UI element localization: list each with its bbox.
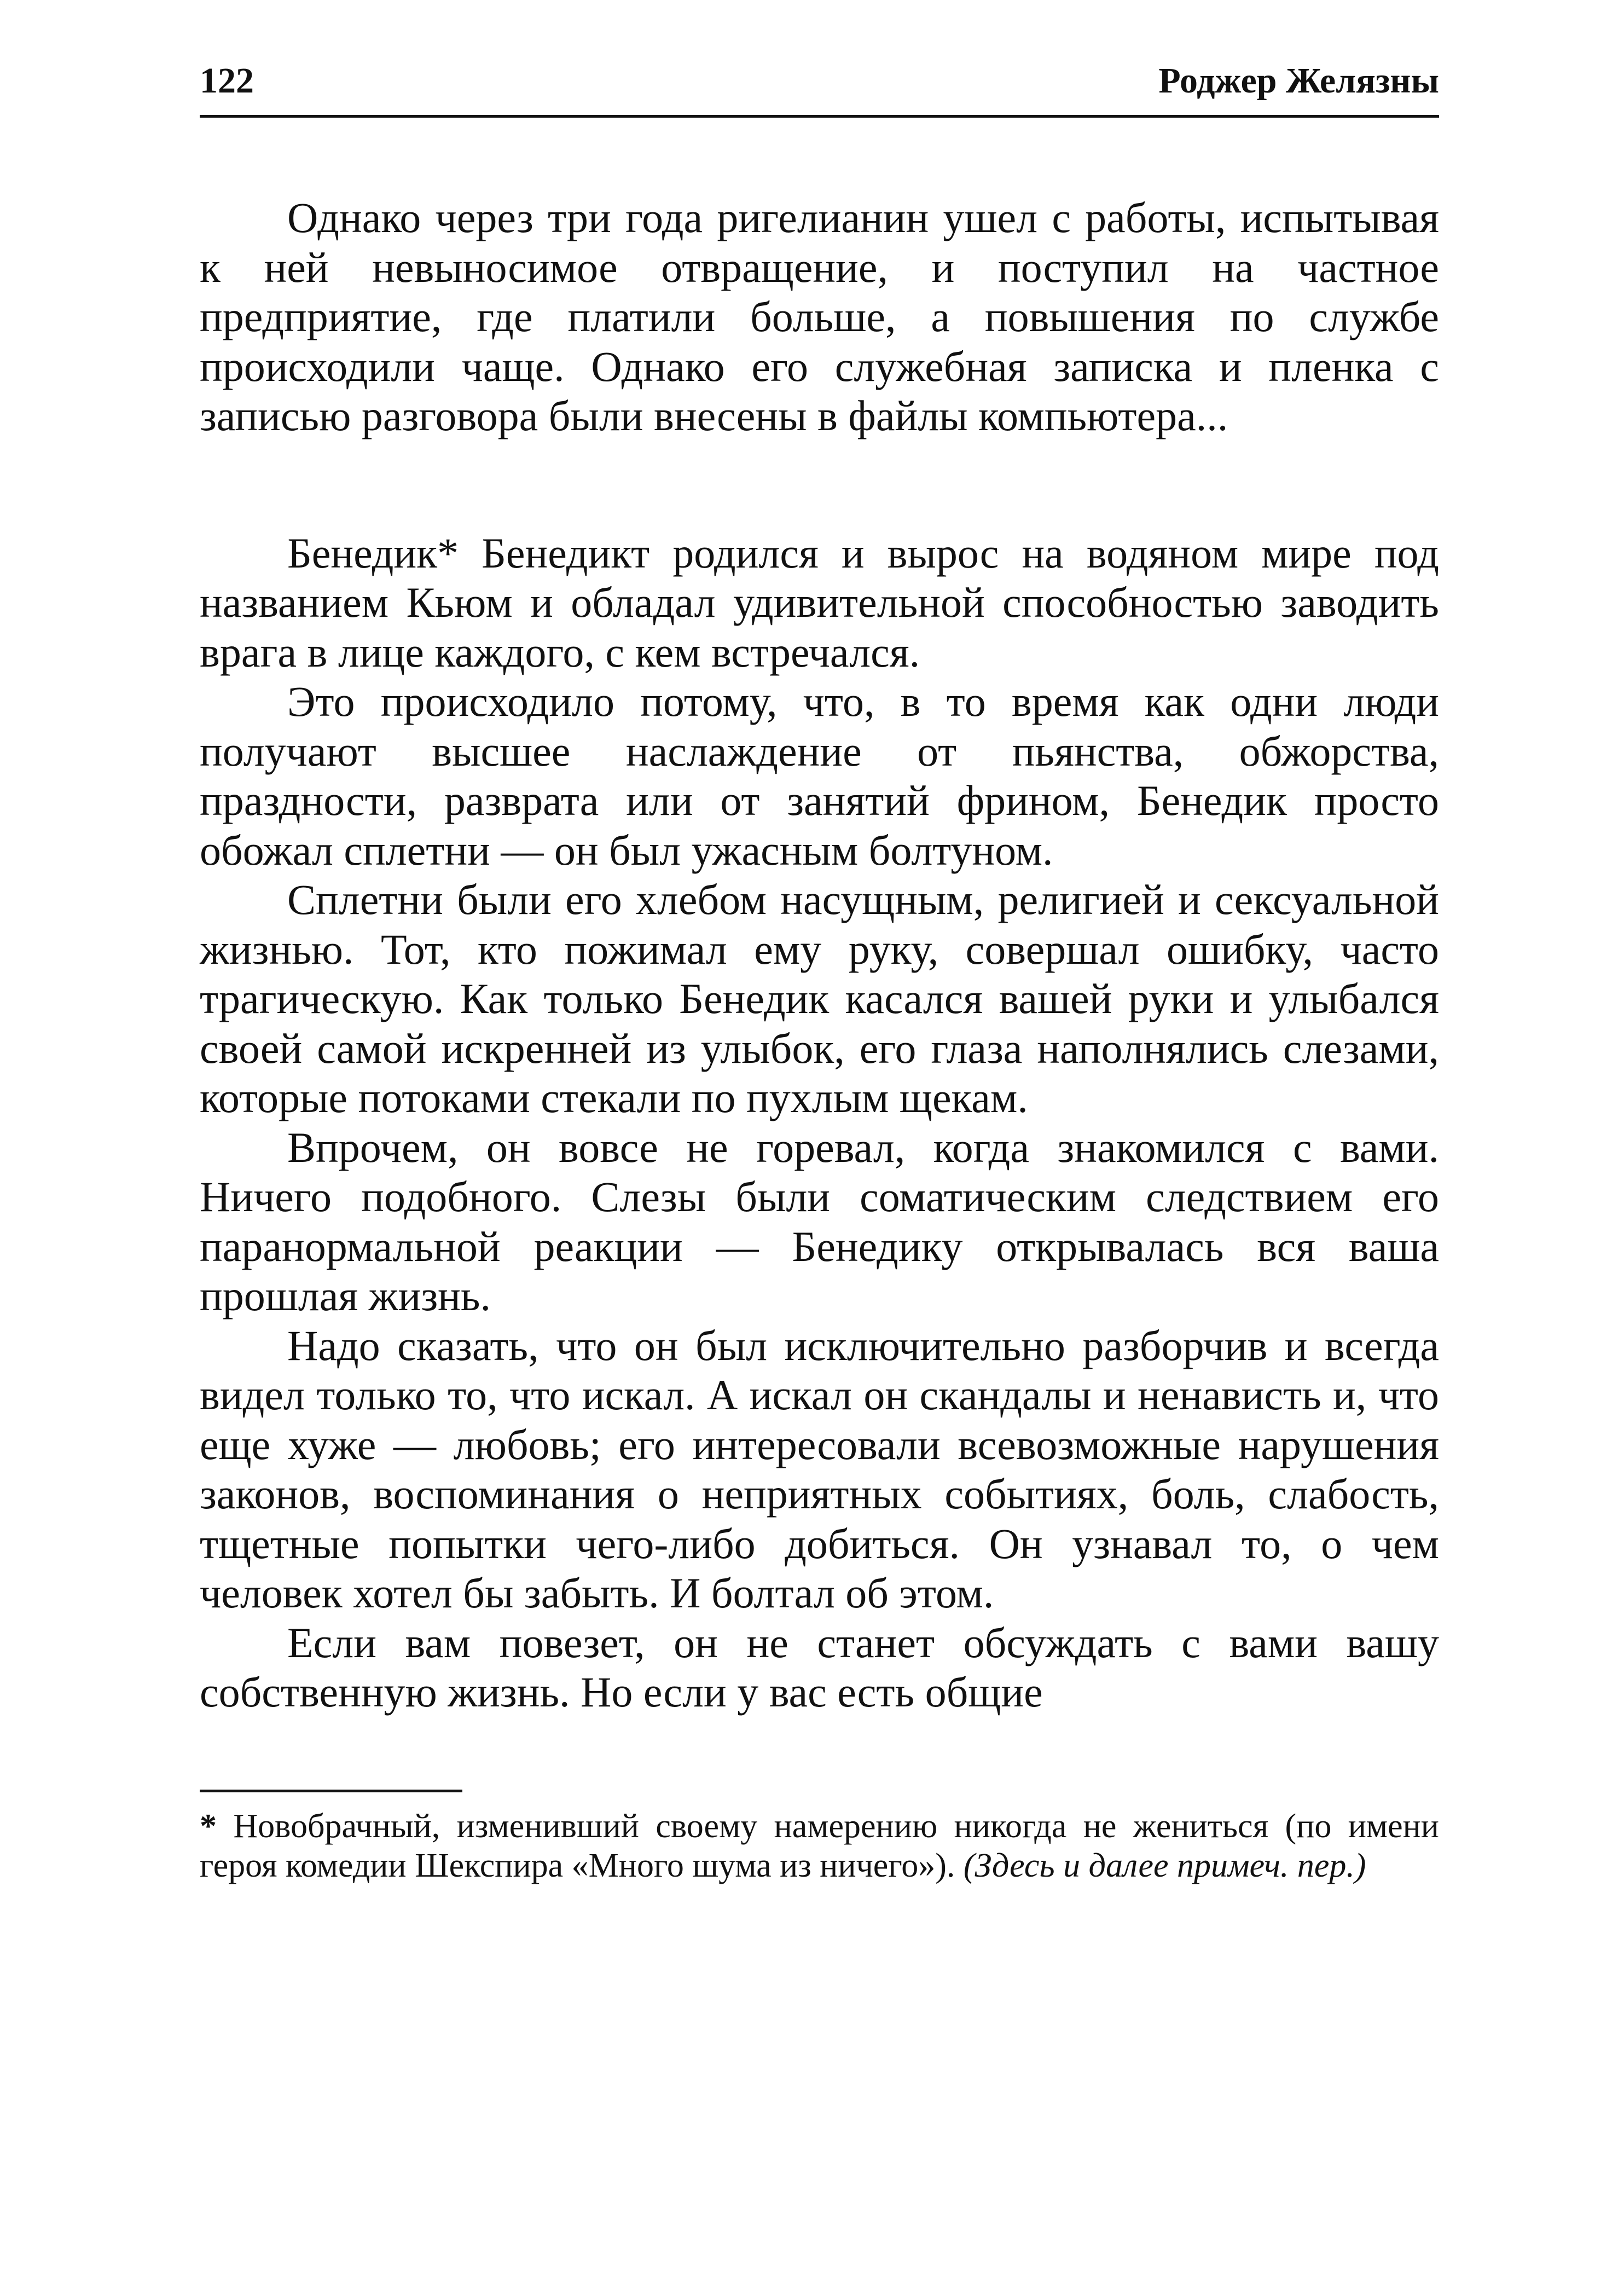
paragraph-4: Сплетни были его хлебом насущным, религией и сексуальной жизнью. Тот, кто пожимал ему руку, совершал ошибку, часто трагическую. Как только Бенедик касался вашей руки и улыбался своей самой искренней из улыбок, его глаза наполнялись слезами, которые потоками стекали по пухлым щекам. xyxy=(200,876,1439,1121)
paragraph-6: Надо сказать, что он был исключительно разборчив и всегда видел только то, что искал. А искал он скандалы и ненависть и, что еще хуже — любовь; его интересовали всевозможные нарушения законов, воспоминания о неприятных событиях, боль, слабость, тщетные попытки чего-либо добиться. Он узнавал то, о чем человек хотел бы забыть. И болтал об этом. xyxy=(200,1321,1439,1617)
footnote-marker: * xyxy=(200,1807,217,1845)
paragraph-5: Впрочем, он вовсе не горевал, когда знакомился с вами. Ничего подобного. Слезы были соматическим следствием его паранормальной реакции — Бенедику открывалась вся ваша прошлая жизнь. xyxy=(200,1123,1439,1319)
paragraph-7: Если вам повезет, он не станет обсуждать с вами вашу собственную жизнь. Но если у вас есть общие xyxy=(200,1618,1439,1716)
book-page xyxy=(200,55,1439,2233)
section-break xyxy=(200,441,1439,529)
running-head xyxy=(200,55,1439,118)
paragraph-2: Бенедик* Бенедикт родился и вырос на водяном мире под названием Кьюм и обладал удивительной способностью заводить врага в лице каждого, с кем встречался. xyxy=(200,529,1439,676)
body-text xyxy=(200,193,1439,1717)
footnote-translator-note: (Здесь и далее примеч. пер.) xyxy=(963,1847,1366,1884)
footnote-rule xyxy=(200,1790,462,1792)
page-number: 122 xyxy=(200,61,254,101)
footnote-text: Новобрачный, изменивший своему намерению никогда не жениться (по имени героя комедии Шекспира «Много шума из ничего»). xyxy=(200,1807,1439,1884)
paragraph-1: Однако через три года ригелианин ушел с работы, испытывая к ней невыносимое отвращение, и поступил на частное предприятие, где платили больше, а повышения по службе происходили чаще. Однако его служебная записка и пленка с записью разговора были внесены в файлы компьютера... xyxy=(200,194,1439,439)
paragraph-3: Это происходило потому, что, в то время как одни люди получают высшее наслаждение от пьянства, обжорства, праздности, разврата или от занятий фрином, Бенедик просто обожал сплетни — он был ужасным болтуном. xyxy=(200,678,1439,874)
footnote xyxy=(200,1807,1439,1885)
running-title: Роджер Желязны xyxy=(1158,61,1439,101)
